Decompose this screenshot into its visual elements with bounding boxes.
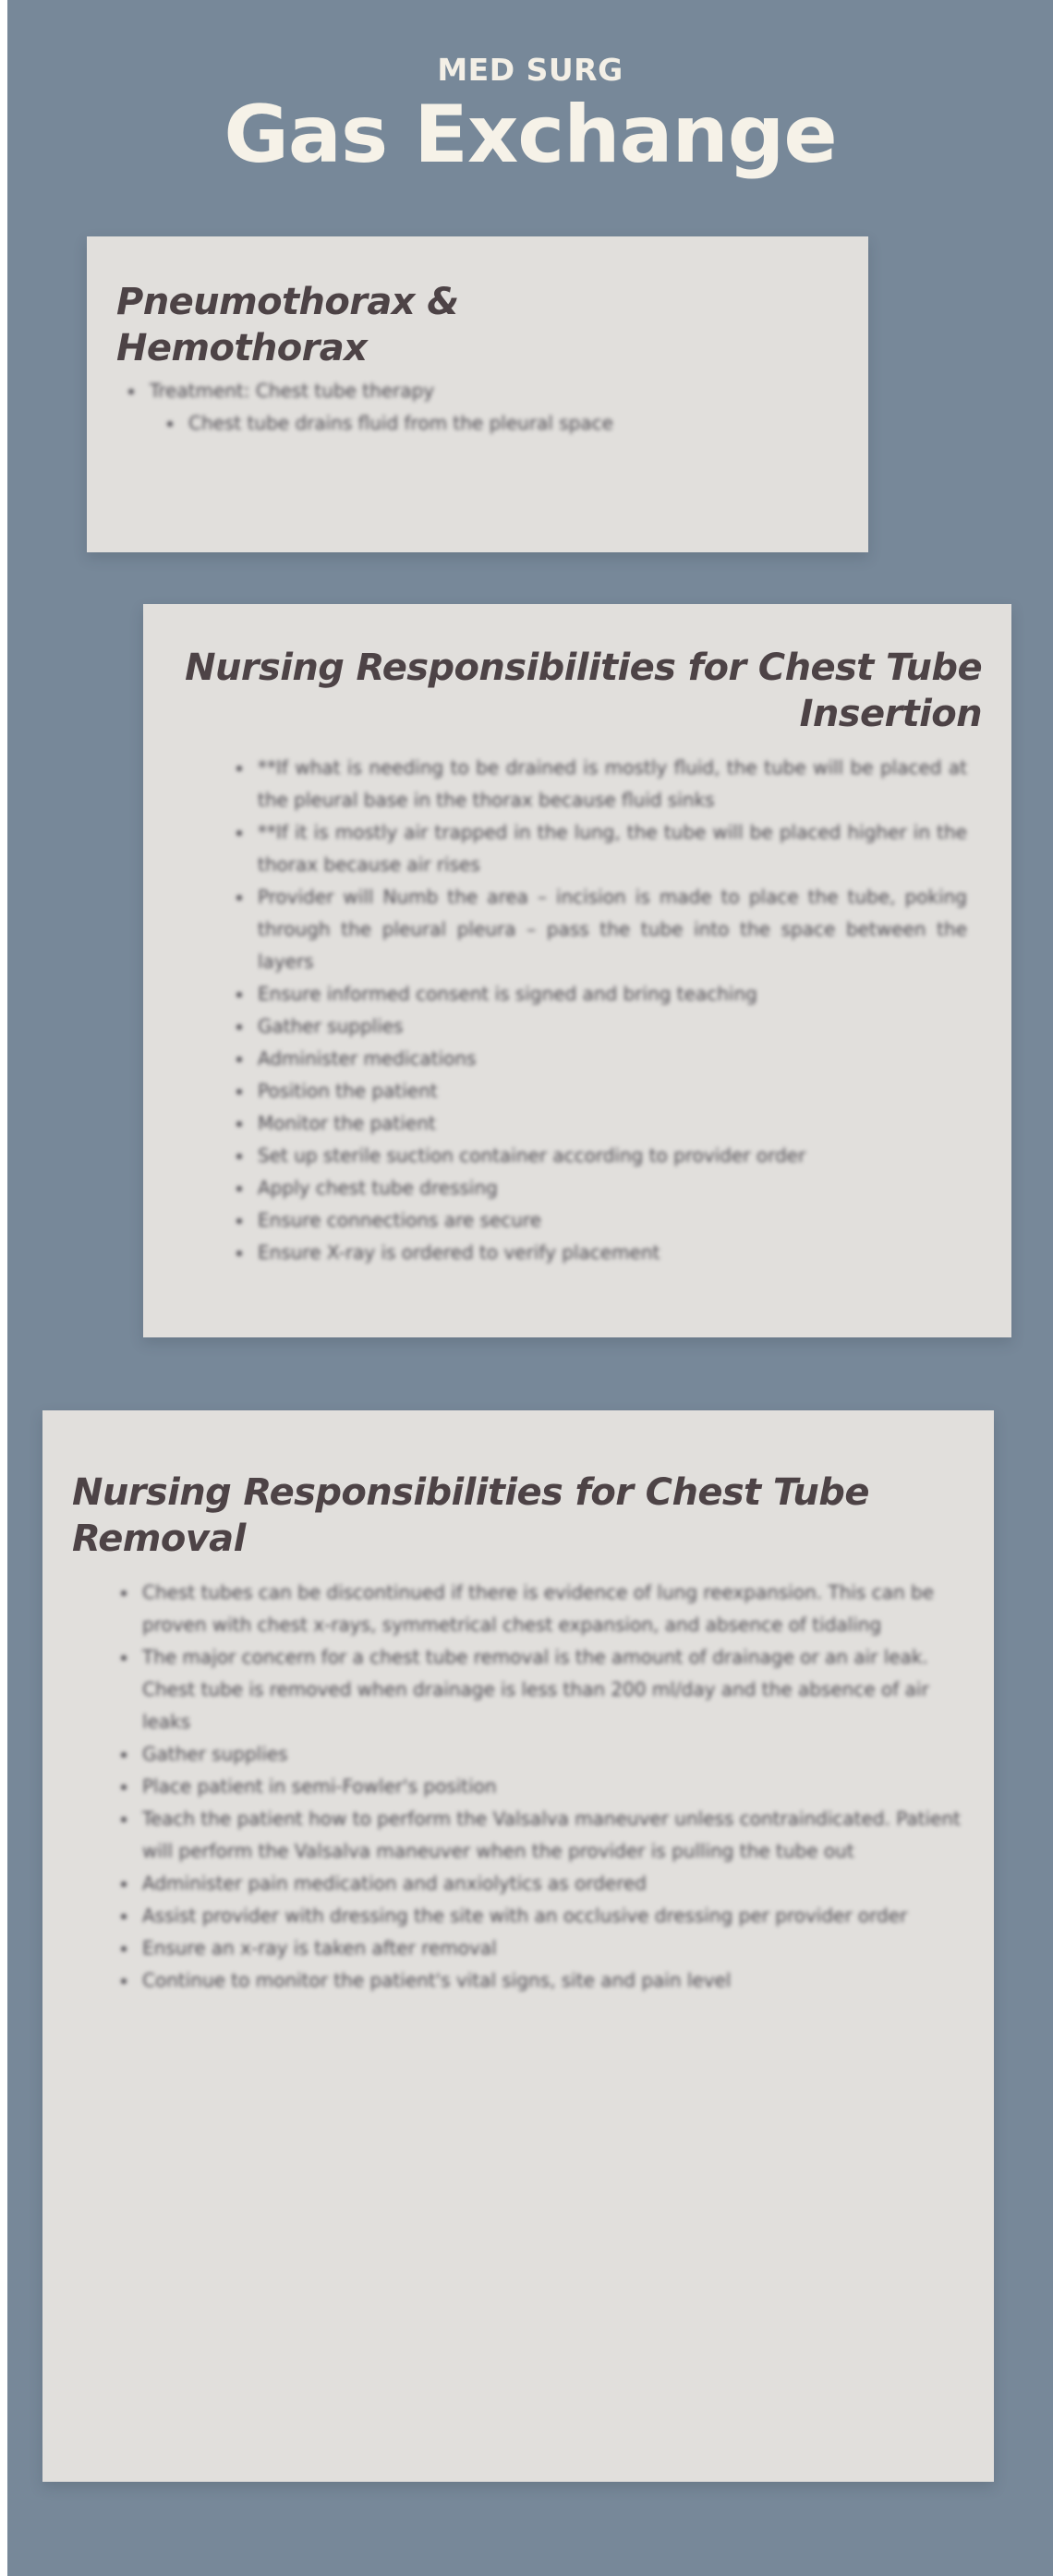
section-body-insertion — [226, 752, 967, 1269]
section-body-removal — [111, 1577, 961, 1997]
list-item: • The major concern for a chest tube removal is the amount of drainage or an air leak. Chest tube is removed when drainage is less than 200 ml/day and the absence of air leaks — [139, 1641, 961, 1738]
card-chest-tube-insertion — [143, 604, 1011, 1337]
list-item: • **If what is needing to be drained is mostly fluid, the tube will be placed at the pleural base in the thorax because fluid sinks — [254, 752, 967, 816]
card-pneumothorax — [87, 236, 868, 552]
page-title: Gas Exchange — [224, 89, 837, 181]
list-item: • Set up sterile suction container according to provider order — [254, 1140, 967, 1172]
list-item: • Chest tubes can be discontinued if there is evidence of lung reexpansion. This can be proven with chest x-rays, symmetrical chest expansion, and absence of tidaling — [139, 1577, 961, 1641]
section-title-pneumothorax: Pneumothorax & Hemothorax — [116, 281, 459, 369]
page-subtitle: MED SURG — [437, 52, 623, 88]
section-body-pneumothorax — [118, 375, 820, 440]
list-item: • Place patient in semi-Fowler's position — [139, 1771, 961, 1803]
list-item: • Ensure X-ray is ordered to verify placement — [254, 1237, 967, 1269]
list-item: • Ensure an x-ray is taken after removal — [139, 1932, 961, 1965]
list-item: • Administer pain medication and anxiolytics as ordered — [139, 1868, 961, 1900]
page-background — [7, 0, 1053, 2576]
list-item: • Teach the patient how to perform the Valsalva maneuver unless contraindicated. Patient will perform the Valsalva maneuver when the provider is pulling the tube out — [139, 1803, 961, 1868]
section-title-insertion: Nursing Responsibilities for Chest Tube Insertion — [185, 647, 982, 735]
list-item: • Monitor the patient — [254, 1107, 967, 1140]
list-item: • Ensure informed consent is signed and bring teaching — [254, 978, 967, 1010]
list-item: • Assist provider with dressing the site with an occlusive dressing per provider order — [139, 1900, 961, 1932]
list-item — [146, 375, 820, 440]
sub-list-item: • Chest tube drains fluid from the pleural space — [185, 407, 820, 440]
list-item: • **If it is mostly air trapped in the lung, the tube will be placed higher in the thorax because air rises — [254, 816, 967, 881]
list-item: • Administer medications — [254, 1043, 967, 1075]
card-chest-tube-removal — [42, 1410, 994, 2482]
list-item: • Gather supplies — [254, 1010, 967, 1043]
list-item: • Ensure connections are secure — [254, 1204, 967, 1237]
list-item: • Apply chest tube dressing — [254, 1172, 967, 1204]
list-item: • Continue to monitor the patient's vital signs, site and pain level — [139, 1965, 961, 1997]
list-item: • Position the patient — [254, 1075, 967, 1107]
list-item: • Gather supplies — [139, 1738, 961, 1771]
list-item-text: Treatment: Chest tube therapy — [150, 380, 435, 402]
section-title-removal: Nursing Responsibilities for Chest Tube Removal — [72, 1471, 869, 1560]
list-item: • Provider will Numb the area – incision is made to place the tube, poking through the pleural pleura – pass the tube into the space between the layers — [254, 881, 967, 978]
